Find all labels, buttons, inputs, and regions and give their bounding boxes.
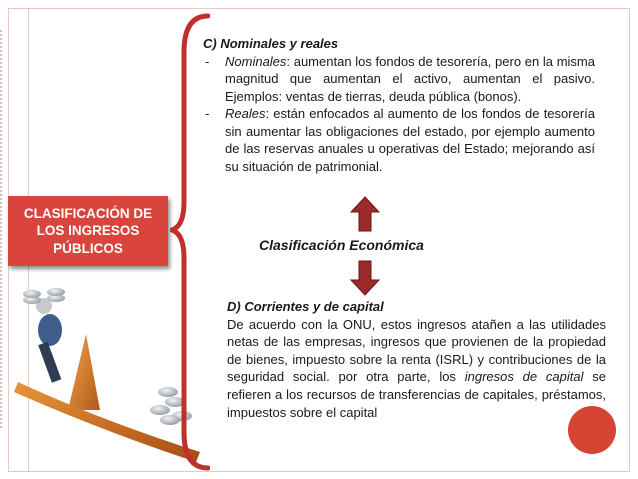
text-reales: : están enfocados al aumento de los fondos de tesorería sin aumentar las obligaciones del estado, por ejemplo aumento de las reservas anuales u operativas del Estado; mejorando así su situación de patrimonial. — [225, 106, 595, 174]
section-c-title: C) Nominales y reales — [203, 36, 339, 51]
arrow-down-icon — [350, 260, 380, 296]
section-d-italic-term: ingresos de capital — [464, 369, 584, 385]
section-d-text-1: De acuerdo con la ONU, estos ingresos atañen a las utilidades netas de las empresas, ingresos que provienen de la propiedad de bienes, impuesto sobre la renta (ISRL) y contribuciones de la seguridad social. por otra parte, los — [227, 316, 606, 385]
term-nominales: Nominales — [225, 53, 287, 69]
section-nominales-reales — [203, 35, 595, 175]
decorative-red-circle — [568, 406, 616, 454]
section-d-title: D) Corrientes y de capital — [227, 299, 384, 314]
section-corrientes-capital — [227, 298, 606, 421]
classification-title-box — [8, 196, 168, 266]
section-d-body — [227, 316, 606, 422]
arrow-up-icon — [350, 196, 380, 232]
slide-dotted-edge — [0, 30, 2, 430]
classification-title-line-1: CLASIFICACIÓN DE — [23, 205, 153, 221]
economic-classification-label: Clasificación Económica — [259, 237, 424, 253]
text-nominales: : aumentan los fondos de tesorería, pero en la misma magnitud que aumentan el activo, aumentan el pasivo. Ejemplos: ventas de tierras, deuda pública (bonos). — [225, 53, 595, 104]
classification-title-line-2: LOS INGRESOS — [36, 223, 140, 239]
section-d-text-2: se refieren a los recursos de transferencias de capitales, préstamos, impuestos sobre el capital — [227, 369, 607, 420]
classification-title-line-3: PÚBLICOS — [53, 240, 123, 256]
list-item-reales — [203, 105, 595, 175]
bullet-dash: - — [205, 106, 210, 121]
list-item-nominales — [203, 53, 595, 106]
term-reales: Reales — [225, 106, 266, 121]
bullet-dash: - — [205, 53, 210, 69]
